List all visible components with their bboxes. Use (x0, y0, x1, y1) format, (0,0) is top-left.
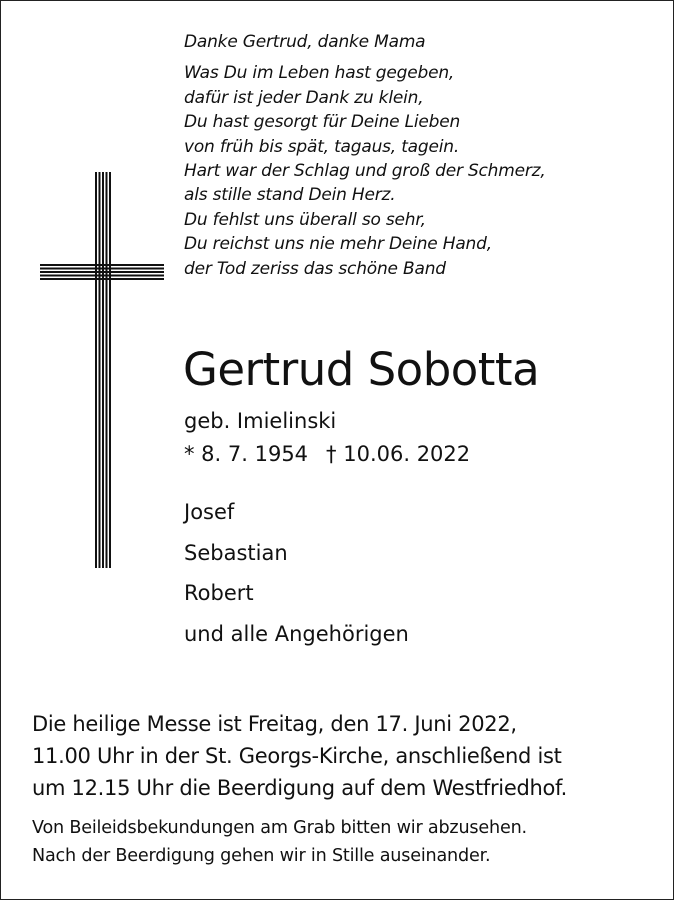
service-line: Die heilige Messe ist Freitag, den 17. Juni 2022, (32, 712, 517, 736)
family-list (184, 492, 409, 654)
poem-line: Du fehlst uns überall so sehr, (184, 209, 426, 230)
poem-line: Was Du im Leben hast gegeben, (184, 63, 455, 84)
family-member: Josef (184, 500, 235, 524)
poem (184, 30, 654, 281)
poem-line: Du hast gesorgt für Deine Lieben (184, 112, 461, 133)
condolence-note (32, 814, 652, 870)
cross-icon (40, 172, 164, 573)
family-member: und alle Angehörigen (184, 621, 409, 646)
service-info (32, 708, 652, 804)
family-member: Sebastian (184, 540, 288, 565)
life-dates (184, 438, 470, 470)
service-line: 11.00 Uhr in der St. Georgs-Kirche, anschließend ist (32, 744, 562, 768)
note-line: Von Beileidsbekundungen am Grab bitten wir abzusehen. (32, 818, 527, 838)
poem-line: Du reichst uns nie mehr Deine Hand, (184, 234, 492, 255)
birth-date: * 8. 7. 1954 (184, 442, 309, 466)
family-member: Robert (184, 581, 254, 605)
service-line: um 12.15 Uhr die Beerdigung auf dem Westfriedhof. (32, 776, 567, 800)
poem-line: der Tod zeriss das schöne Band (184, 258, 446, 279)
poem-line: als stille stand Dein Herz. (184, 185, 396, 206)
deceased-name: Gertrud Sobotta (183, 343, 540, 396)
birth-name: geb. Imielinski (184, 409, 337, 433)
poem-line: von früh bis spät, tagaus, tagein. (184, 136, 460, 157)
death-date: † 10.06. 2022 (326, 442, 471, 466)
poem-line: Hart war der Schlag und groß der Schmerz, (184, 161, 546, 182)
poem-line: dafür ist jeder Dank zu klein, (184, 87, 424, 108)
note-line: Nach der Beerdigung gehen wir in Stille auseinander. (32, 846, 491, 866)
poem-dedication: Danke Gertrud, danke Mama (184, 32, 426, 52)
